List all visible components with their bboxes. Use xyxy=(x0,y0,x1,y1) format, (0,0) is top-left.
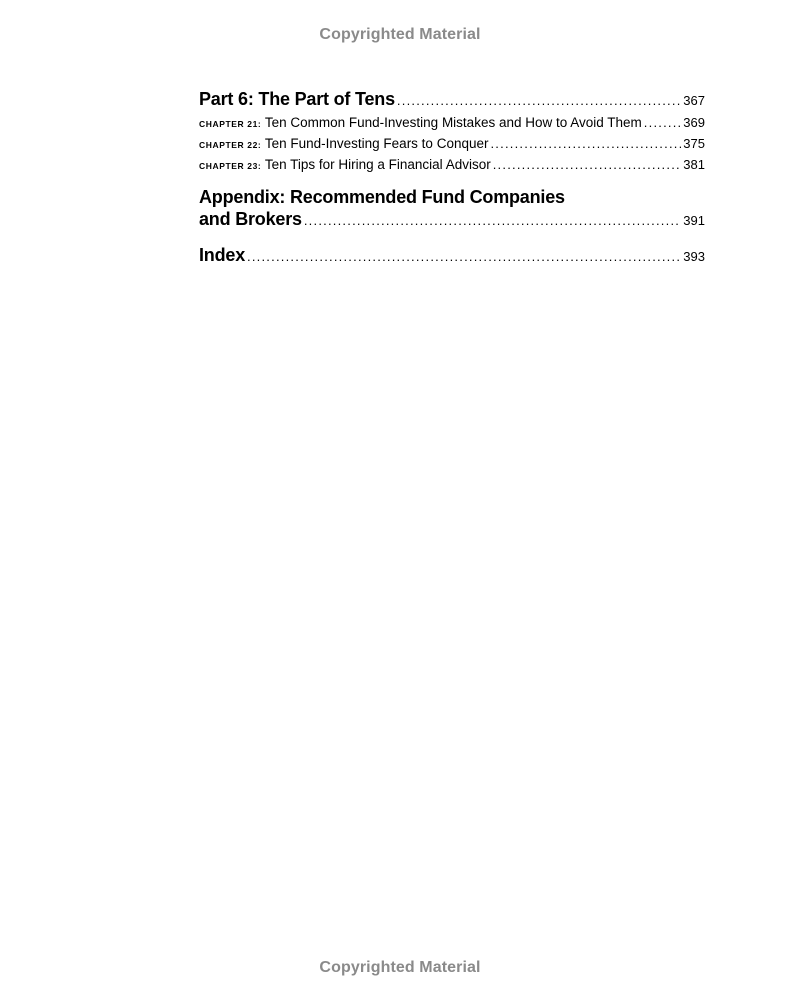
dot-leader xyxy=(397,88,681,114)
copyright-watermark-bottom: Copyrighted Material xyxy=(319,959,481,976)
dot-leader xyxy=(304,210,681,232)
appendix-title-line1: Appendix: Recommended Fund Companies xyxy=(199,187,565,207)
page-number: 381 xyxy=(683,157,705,172)
chapter-title: Ten Tips for Hiring a Financial Advisor xyxy=(264,157,491,172)
dot-leader xyxy=(247,246,681,268)
chapter-title: Ten Fund-Investing Fears to Conquer xyxy=(264,136,489,151)
appendix-title-line2: and Brokers xyxy=(199,209,302,229)
chapter-label: CHAPTER 22: xyxy=(199,140,262,150)
table-of-contents xyxy=(199,86,705,266)
toc-chapter-entry[interactable] xyxy=(199,154,705,175)
page-number: 369 xyxy=(683,115,705,130)
page-number: 391 xyxy=(683,213,705,228)
page-number: 367 xyxy=(683,93,705,108)
copyright-watermark-top: Copyrighted Material xyxy=(319,26,481,43)
page-number: 393 xyxy=(683,249,705,264)
page-number: 375 xyxy=(683,136,705,151)
dot-leader xyxy=(644,112,682,133)
dot-leader xyxy=(490,133,681,154)
dot-leader xyxy=(493,154,682,175)
toc-part-entry[interactable] xyxy=(199,86,705,112)
toc-appendix-entry[interactable] xyxy=(199,186,705,230)
toc-index-entry[interactable] xyxy=(199,244,705,266)
chapter-label: CHAPTER 23: xyxy=(199,161,262,171)
part-title: Part 6: The Part of Tens xyxy=(199,89,395,109)
index-title: Index xyxy=(199,245,246,265)
toc-chapter-entry[interactable] xyxy=(199,112,705,133)
toc-chapter-entry[interactable] xyxy=(199,133,705,154)
chapter-title: Ten Common Fund-Investing Mistakes and How to Avoid Them xyxy=(264,115,642,130)
chapter-label: CHAPTER 21: xyxy=(199,119,262,129)
